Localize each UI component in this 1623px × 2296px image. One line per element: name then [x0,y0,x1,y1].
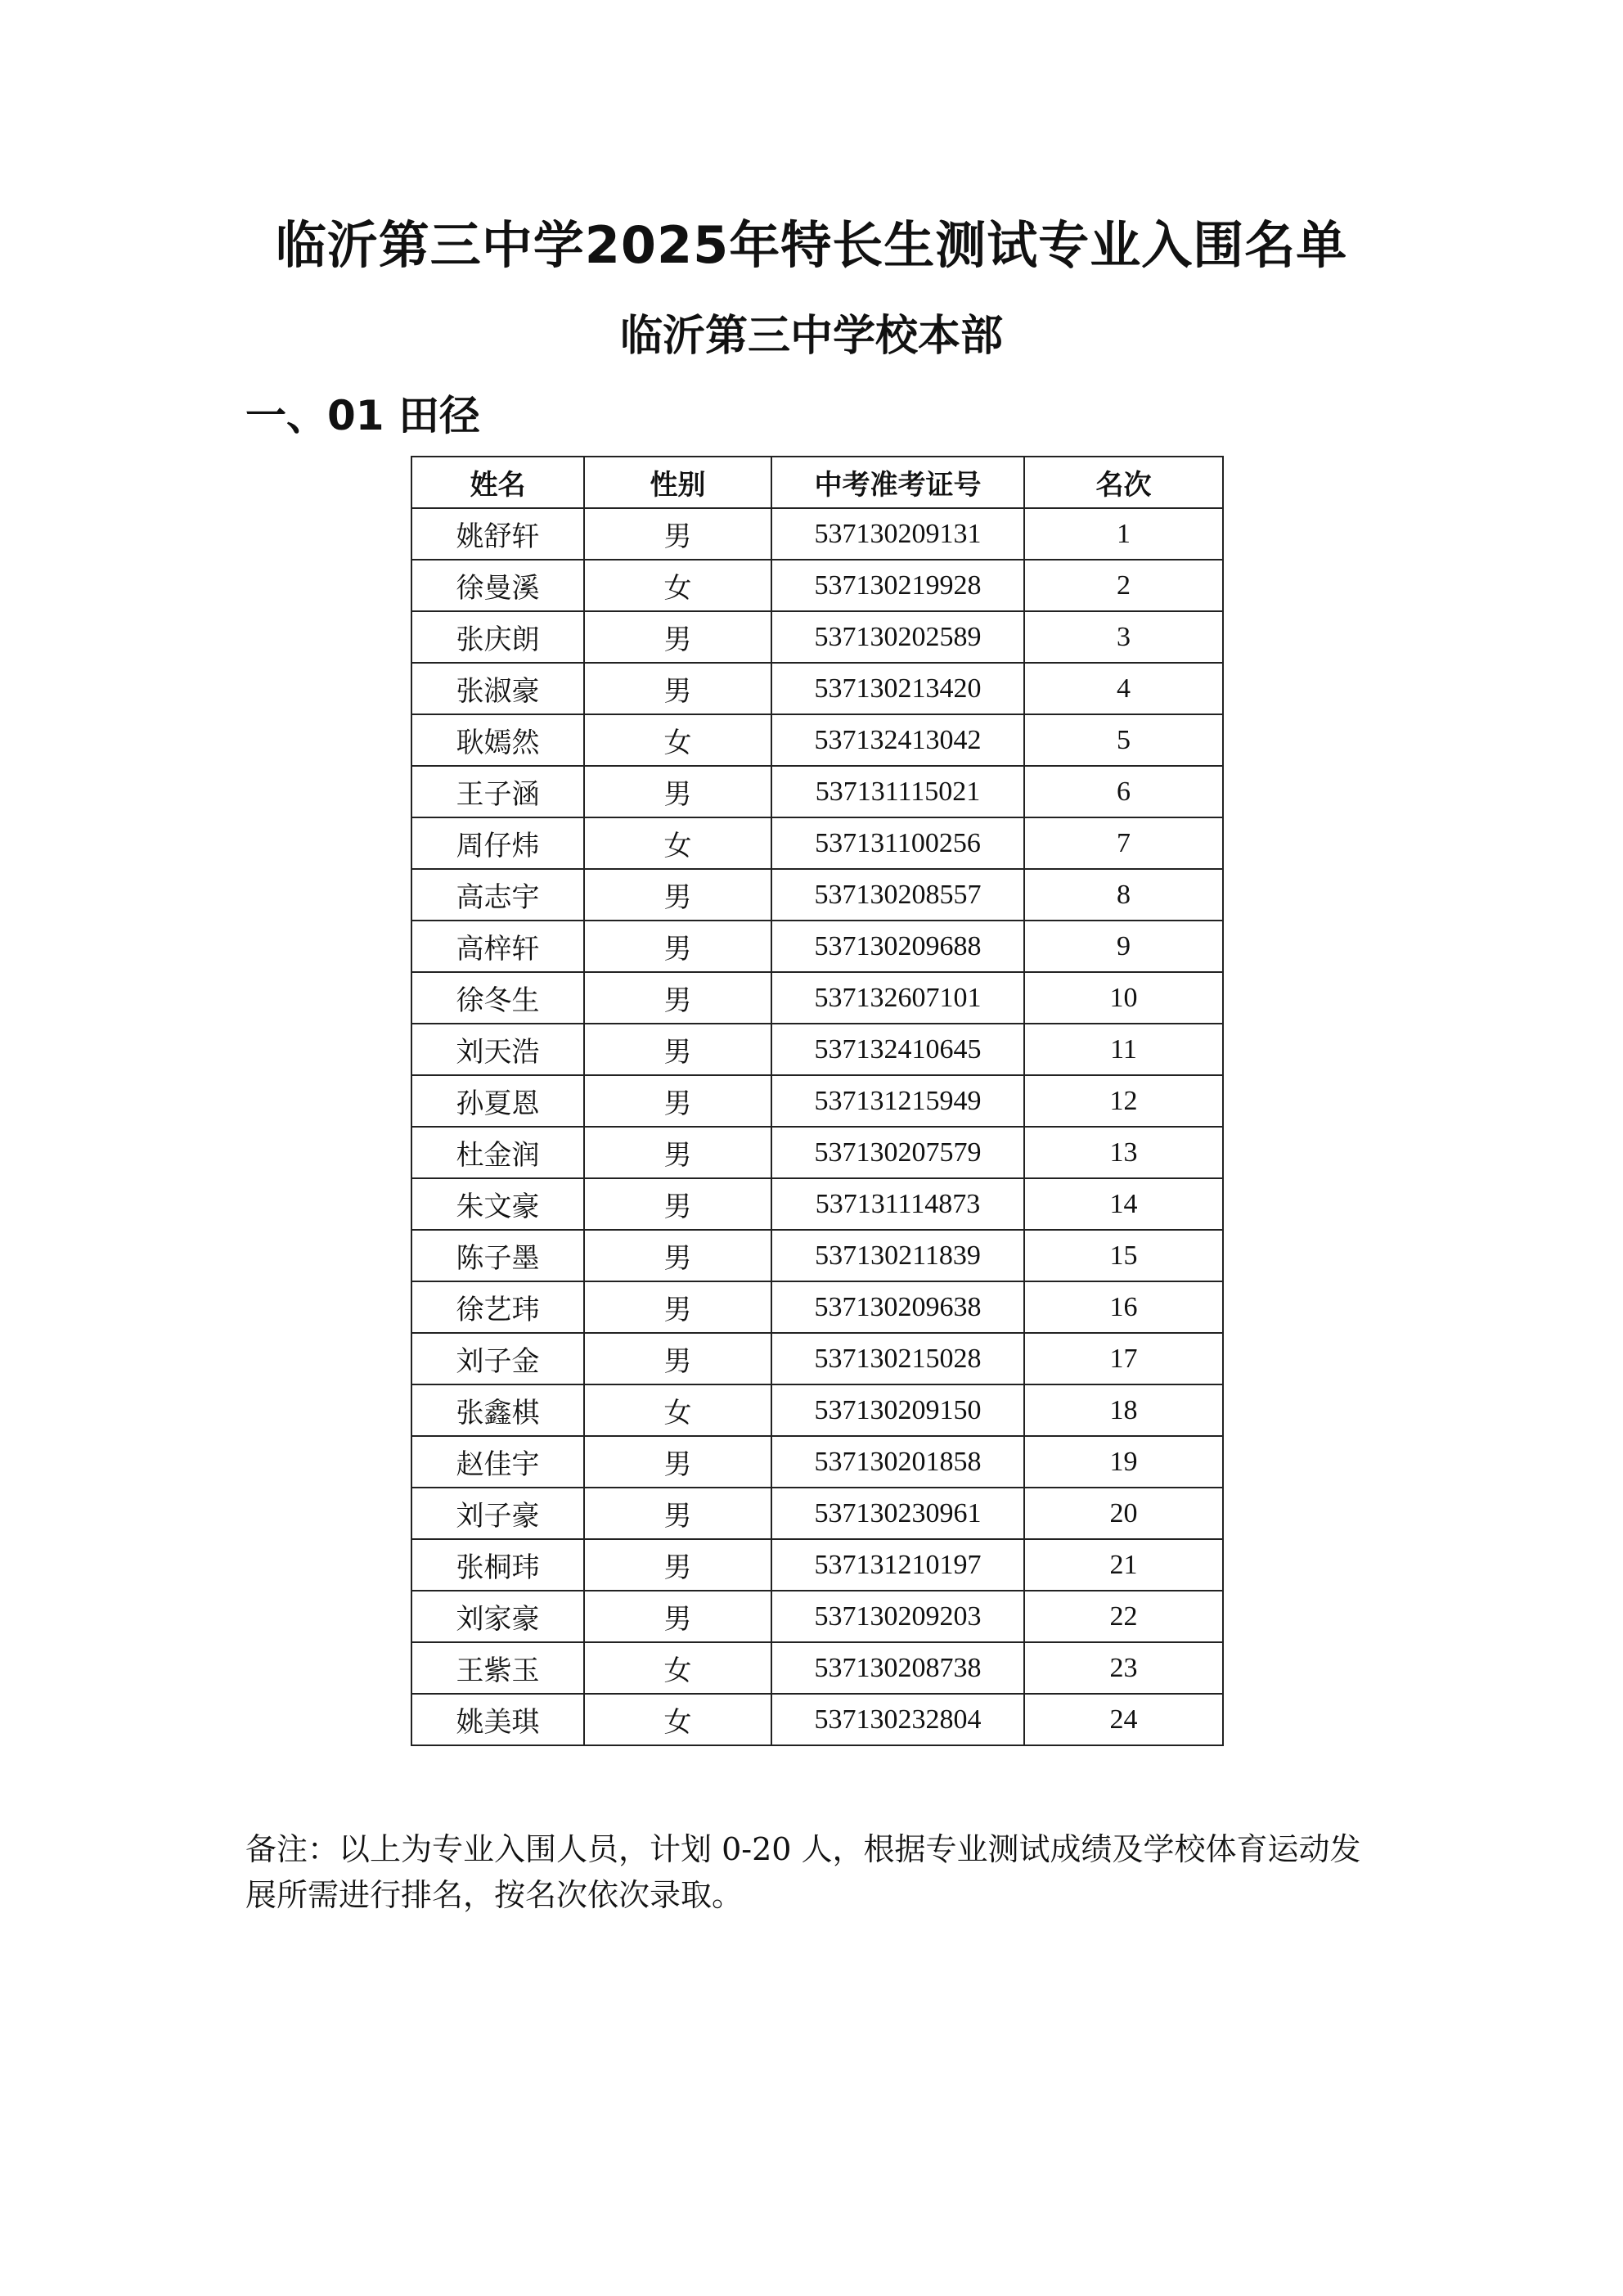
rank-cell: 20 [1024,1488,1223,1539]
gender-cell: 女 [584,714,771,766]
gender-cell: 女 [584,1642,771,1694]
name-cell: 陈子墨 [411,1230,584,1281]
name-cell: 刘子豪 [411,1488,584,1539]
gender-cell: 男 [584,1436,771,1488]
exam-id-cell: 537130208738 [771,1642,1024,1694]
name-cell: 徐艺玮 [411,1281,584,1333]
exam-id-cell: 537131114873 [771,1178,1024,1230]
name-cell: 孙夏恩 [411,1075,584,1127]
rank-cell: 13 [1024,1127,1223,1178]
table-row [411,714,1223,766]
footnote: 备注：以上为专业入围人员，计划 0-20 人，根据专业测试成绩及学校体育运动发展所需进行排名，按名次依次录取。 [245,1831,1361,1913]
name-cell: 杜金润 [411,1127,584,1178]
header-gender: 性别 [584,457,771,508]
section-heading: 一、01 田径 [245,392,480,439]
table-row [411,560,1223,611]
name-cell: 周仔炜 [411,817,584,869]
rank-cell: 9 [1024,921,1223,972]
rank-cell: 12 [1024,1075,1223,1127]
exam-id-cell: 537130209638 [771,1281,1024,1333]
rank-cell: 21 [1024,1539,1223,1591]
table-row [411,1591,1223,1642]
rank-cell: 11 [1024,1024,1223,1075]
name-cell: 高志宇 [411,869,584,921]
table-body [411,508,1223,1745]
rank-cell: 18 [1024,1384,1223,1436]
document-subtitle: 临沂第三中学校本部 [619,312,1003,361]
table-row [411,972,1223,1024]
gender-cell: 男 [584,1230,771,1281]
table-row [411,1281,1223,1333]
gender-cell: 女 [584,560,771,611]
gender-cell: 男 [584,663,771,714]
exam-id-cell: 537130208557 [771,869,1024,921]
gender-cell: 男 [584,1488,771,1539]
name-cell: 王子涵 [411,766,584,817]
exam-id-cell: 537130232804 [771,1694,1024,1745]
name-cell: 朱文豪 [411,1178,584,1230]
name-cell: 徐冬生 [411,972,584,1024]
gender-cell: 男 [584,921,771,972]
rank-cell: 17 [1024,1333,1223,1384]
name-cell: 张淑豪 [411,663,584,714]
gender-cell: 女 [584,817,771,869]
exam-id-cell: 537130202589 [771,611,1024,663]
exam-id-cell: 537132413042 [771,714,1024,766]
exam-id-cell: 537130215028 [771,1333,1024,1384]
exam-id-cell: 537130201858 [771,1436,1024,1488]
name-cell: 刘家豪 [411,1591,584,1642]
rank-cell: 2 [1024,560,1223,611]
rank-cell: 15 [1024,1230,1223,1281]
exam-id-cell: 537130207579 [771,1127,1024,1178]
header-rank: 名次 [1024,457,1223,508]
rank-cell: 19 [1024,1436,1223,1488]
exam-id-cell: 537131210197 [771,1539,1024,1591]
name-cell: 张庆朗 [411,611,584,663]
gender-cell: 男 [584,1075,771,1127]
table-row [411,817,1223,869]
gender-cell: 男 [584,1127,771,1178]
name-cell: 王紫玉 [411,1642,584,1694]
rank-cell: 10 [1024,972,1223,1024]
table-header-row [411,457,1223,508]
exam-id-cell: 537130219928 [771,560,1024,611]
exam-id-cell: 537130209150 [771,1384,1024,1436]
table-row [411,1178,1223,1230]
name-cell: 姚舒轩 [411,508,584,560]
gender-cell: 男 [584,1178,771,1230]
header-exam-id: 中考准考证号 [771,457,1024,508]
rank-cell: 23 [1024,1642,1223,1694]
table-row [411,1384,1223,1436]
rank-cell: 22 [1024,1591,1223,1642]
table-row [411,663,1223,714]
exam-id-cell: 537131215949 [771,1075,1024,1127]
exam-id-cell: 537130230961 [771,1488,1024,1539]
name-cell: 耿嫣然 [411,714,584,766]
gender-cell: 男 [584,1281,771,1333]
table-row [411,1230,1223,1281]
gender-cell: 女 [584,1694,771,1745]
name-cell: 张桐玮 [411,1539,584,1591]
table-row [411,1694,1223,1745]
rank-cell: 14 [1024,1178,1223,1230]
table-row [411,508,1223,560]
exam-id-cell: 537130209203 [771,1591,1024,1642]
gender-cell: 男 [584,508,771,560]
gender-cell: 男 [584,869,771,921]
rank-cell: 6 [1024,766,1223,817]
rank-cell: 3 [1024,611,1223,663]
exam-id-cell: 537130209131 [771,508,1024,560]
table-row [411,869,1223,921]
exam-id-cell: 537132607101 [771,972,1024,1024]
name-cell: 刘天浩 [411,1024,584,1075]
rank-cell: 7 [1024,817,1223,869]
rank-cell: 24 [1024,1694,1223,1745]
name-cell: 高梓轩 [411,921,584,972]
rank-cell: 1 [1024,508,1223,560]
rank-cell: 16 [1024,1281,1223,1333]
exam-id-cell: 537130209688 [771,921,1024,972]
table-row [411,1333,1223,1384]
table-row [411,1539,1223,1591]
gender-cell: 男 [584,972,771,1024]
table-row [411,921,1223,972]
gender-cell: 男 [584,1024,771,1075]
rank-cell: 8 [1024,869,1223,921]
name-cell: 赵佳宇 [411,1436,584,1488]
gender-cell: 男 [584,1591,771,1642]
exam-id-cell: 537131115021 [771,766,1024,817]
table-row [411,1127,1223,1178]
table-row [411,766,1223,817]
header-name: 姓名 [411,457,584,508]
name-cell: 刘子金 [411,1333,584,1384]
table-row [411,1436,1223,1488]
roster-table [411,456,1224,1746]
rank-cell: 4 [1024,663,1223,714]
table-row [411,1075,1223,1127]
rank-cell: 5 [1024,714,1223,766]
table-row [411,611,1223,663]
exam-id-cell: 537130213420 [771,663,1024,714]
exam-id-cell: 537132410645 [771,1024,1024,1075]
name-cell: 姚美琪 [411,1694,584,1745]
table-row [411,1024,1223,1075]
name-cell: 张鑫棋 [411,1384,584,1436]
table-row [411,1642,1223,1694]
name-cell: 徐曼溪 [411,560,584,611]
table-row [411,1488,1223,1539]
document-title: 临沂第三中学2025年特长生测试专业入围名单 [275,215,1348,275]
gender-cell: 男 [584,1539,771,1591]
gender-cell: 男 [584,766,771,817]
gender-cell: 男 [584,1333,771,1384]
exam-id-cell: 537131100256 [771,817,1024,869]
gender-cell: 女 [584,1384,771,1436]
gender-cell: 男 [584,611,771,663]
exam-id-cell: 537130211839 [771,1230,1024,1281]
